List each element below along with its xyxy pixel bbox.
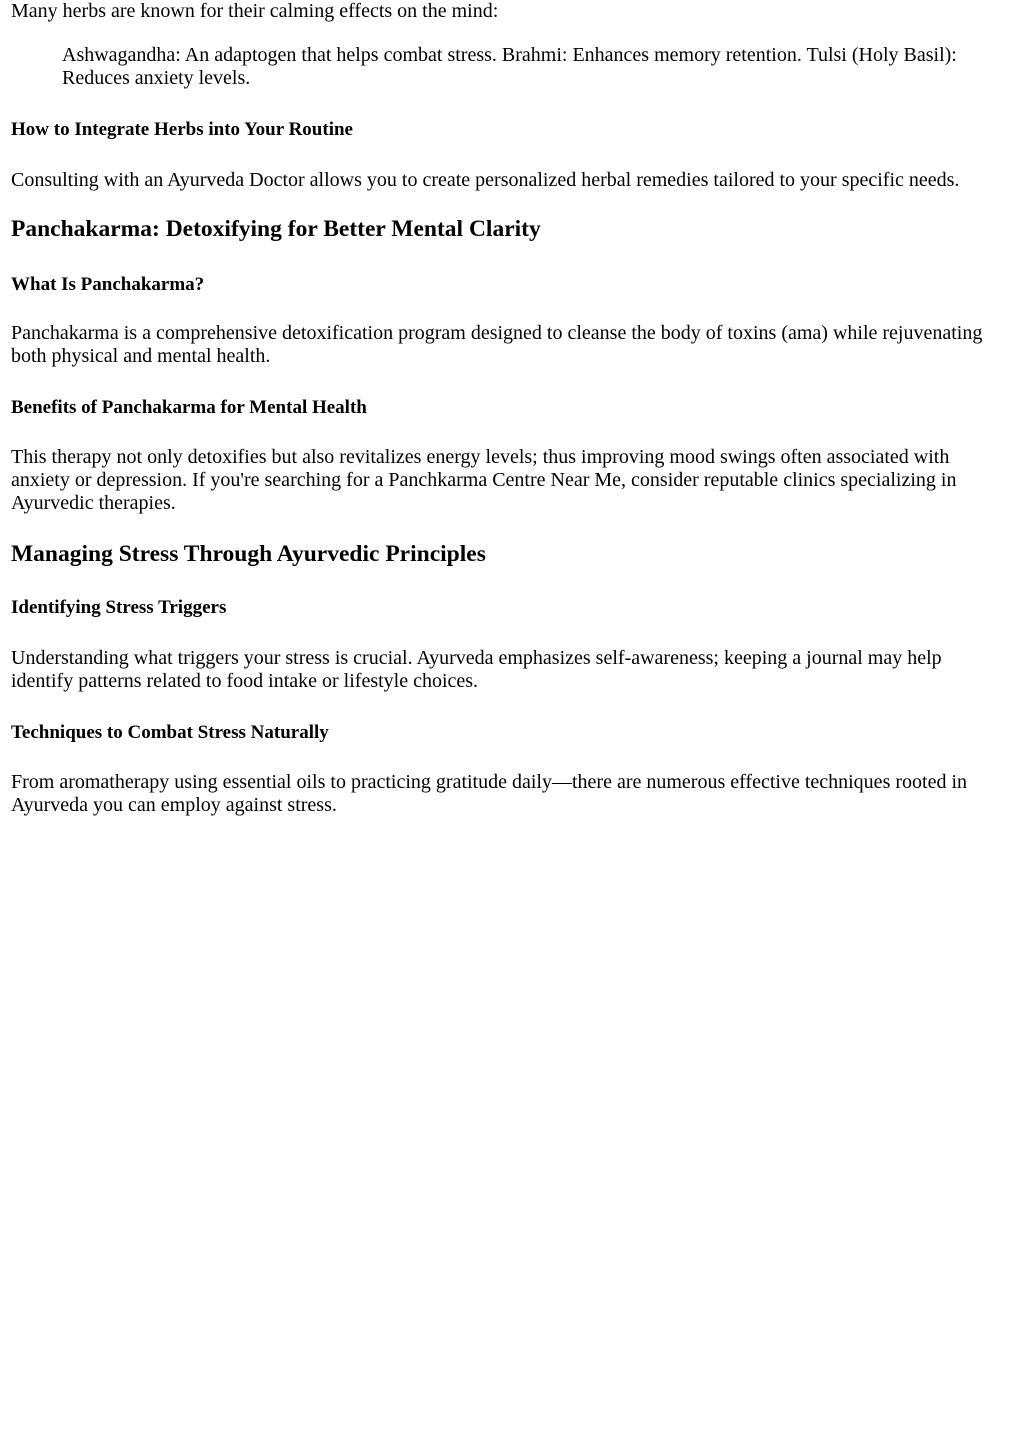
paragraph-integrate-herbs: Consulting with an Ayurveda Doctor allows you to create personalized herbal remedies tailored to your specific needs.: [11, 169, 960, 191]
intro-paragraph: Many herbs are known for their calming effects on the mind:: [11, 0, 499, 22]
paragraph-stress-triggers: Understanding what triggers your stress is crucial. Ayurveda emphasizes self-awareness; keeping a journal may help identify patterns related to food intake or lifestyle choices.: [11, 647, 942, 692]
paragraph-combat-stress: From aromatherapy using essential oils to practicing gratitude daily—there are numerous effective techniques rooted in Ayurveda you can employ against stress.: [11, 771, 967, 816]
herb-list-blockquote: Ashwagandha: An adaptogen that helps combat stress. Brahmi: Enhances memory retention. Tulsi (Holy Basil): Reduces anxiety levels.: [62, 44, 957, 89]
heading-stress-triggers: Identifying Stress Triggers: [11, 597, 227, 618]
heading-benefits-panchakarma: Benefits of Panchakarma for Mental Health: [11, 397, 367, 418]
heading-managing-stress: Managing Stress Through Ayurvedic Principles: [11, 541, 486, 567]
heading-integrate-herbs: How to Integrate Herbs into Your Routine: [11, 119, 353, 140]
paragraph-what-is-panchakarma: Panchakarma is a comprehensive detoxification program designed to cleanse the body of toxins (ama) while rejuvenating both physical and mental health.: [11, 322, 983, 367]
heading-combat-stress: Techniques to Combat Stress Naturally: [11, 722, 329, 743]
heading-what-is-panchakarma: What Is Panchakarma?: [11, 274, 205, 295]
heading-panchakarma: Panchakarma: Detoxifying for Better Mental Clarity: [11, 216, 541, 242]
paragraph-benefits-panchakarma: This therapy not only detoxifies but also revitalizes energy levels; thus improving mood swings often associated with anxiety or depression. If you're searching for a Panchkarma Centre Near Me, consider reputable clinics specializing in Ayurvedic therapies.: [11, 446, 957, 514]
